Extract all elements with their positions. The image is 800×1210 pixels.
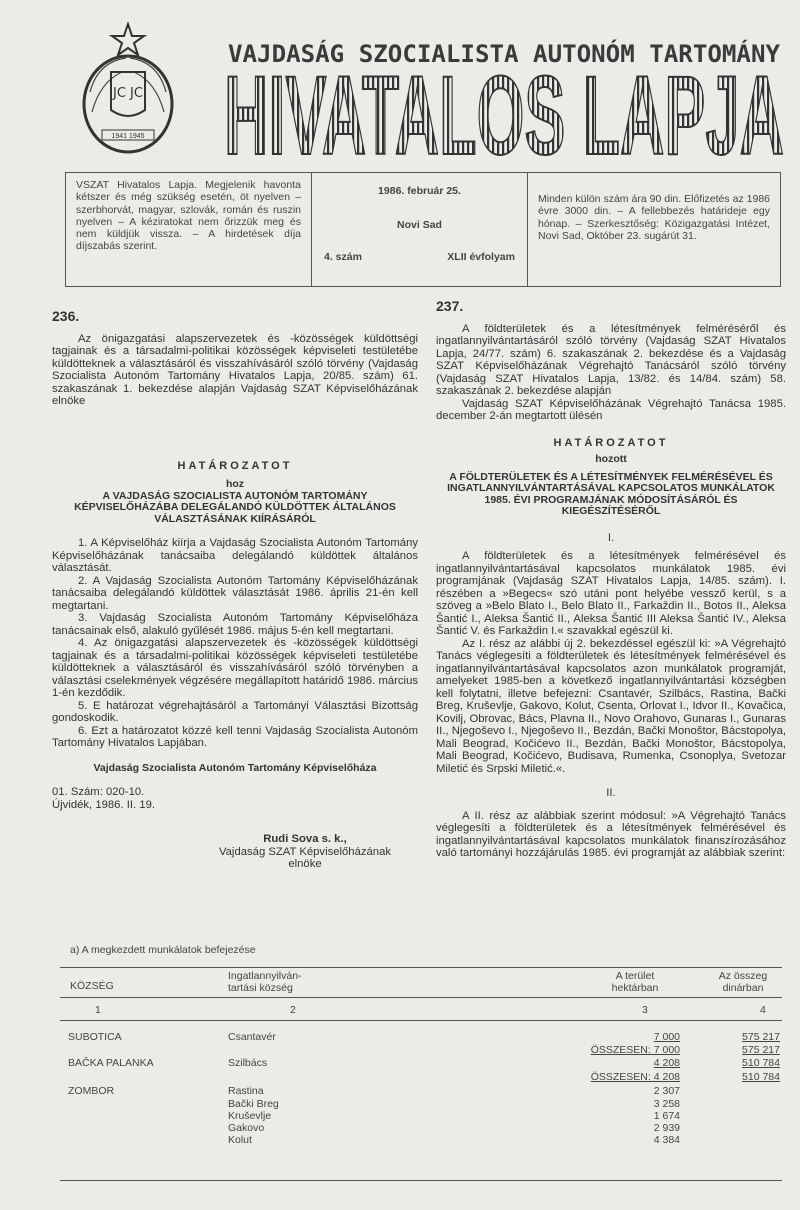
header-kozseg: KÖZSÉG: [70, 980, 114, 992]
cell-amount: [680, 1084, 780, 1098]
cell-amount: 510 784: [742, 1071, 780, 1083]
table-rule: [60, 967, 782, 968]
decision-heading: A VAJDASÁG SZOCIALISTA AUTONÓM TARTOMÁNY KÉPVISELŐHÁZÁBA DELEGÁLANDÓ KÜLDÖTTEK ÁLTALÁNOS VÁLASZTÁSÁNAK KIÍRÁSÁRÓL: [74, 489, 396, 525]
masthead-subtitle: VAJDASÁG SZOCIALISTA AUTONÓM TARTOMÁNY: [228, 40, 778, 68]
decision-hoz: hoz: [225, 478, 245, 490]
cell-ingatlan: Rastina: [228, 1085, 264, 1097]
publication-info: VSZAT Hivatalos Lapja. Megjelenik havonta kétszer és még szükség esetén, öt nyelven – szerbhorvát, magyar, szlovák, román és ruszin nyelven – A kéziratokat nem őrizzük meg és nem küldjük vissza. – A hirdetések díja díjszabás szerint.: [66, 173, 312, 286]
cell-kozseg: [68, 1134, 228, 1146]
preamble: A földterületek és a létesítmények felméréséről és ingatlannyilvántartásáról szóló törvény (Vajdaság SZAT Hivatalos Lapja, 24/77. szám) 6. szakaszának 2. bekezdése és a Vajdaság SZAT Képviselőházának Végrehajtó Tanácsáról szóló törvény (Vajdaság SZAT Hivatalos Lapja, 13/82. és 14/84. szám) 58. szakaszának 2. bekezdése alapján: [436, 322, 786, 397]
header-ingatlan: Ingatlannyilván-tartási község: [228, 970, 302, 994]
table-caption: a) A megkezdett munkálatok befejezése: [70, 944, 256, 956]
column-number: 3: [642, 1004, 648, 1016]
cell-ingatlan: Kolut: [228, 1134, 252, 1146]
header-amount: Az összeg dinárban: [718, 970, 768, 994]
paragraph: A földterületek és a létesítmények felmérésével és ingatlannyilvántartásával kapcsolatos munkálatok 1985. évi programjának (Vajdaság SZAT Hivatalos Lapja, 14/85. szám). I. részében a »Begecs« szó utáni pont helyébe vessző kerül, s a szöveg a »Belo Blato I., Belo Blato II., Farkaždin II., Botos II., Aleksa Šantić I., Aleksa Šantić II., Aleksa Šantić III Aleksa Šantić IV., Aleksa Šantić V. és Farkaždin I.« szavakkal egészül ki.: [436, 550, 786, 637]
cell-area: 1 674: [653, 1110, 680, 1122]
table-row: [68, 1056, 780, 1070]
cell-ingatlan: [228, 1070, 500, 1084]
table-row: [68, 1098, 780, 1110]
cell-ingatlan: Gakovo: [228, 1122, 265, 1134]
decision-item: 5. E határozat végrehajtásáról a Tartományi Választási Bizottság gondoskodik.: [52, 699, 418, 724]
issue-info: [312, 173, 528, 286]
place-date: Újvidék, 1986. II. 19.: [52, 798, 155, 811]
cell-area: 2 939: [653, 1122, 680, 1134]
cell-kozseg: ZOMBOR: [68, 1085, 115, 1097]
table-row: [68, 1084, 780, 1098]
cell-amount: 575 217: [742, 1044, 780, 1056]
cell-ingatlan: Csantavér: [228, 1031, 276, 1043]
column-number: 1: [95, 1004, 101, 1016]
cell-area: ÖSSZESEN: 7 000: [590, 1044, 680, 1056]
cell-amount: [680, 1122, 780, 1134]
svg-text:ЈС ЈС: ЈС ЈС: [113, 86, 143, 101]
decision-heading: A FÖLDTERÜLETEK ÉS A LÉTESÍTMÉNYEK FELMÉRÉSÉVEL ÉS INGATLANNYILVÁNTARTÁSÁVAL KAPCSOLATOS MUNKÁLATOK 1985. ÉVI PROGRAMJÁNAK MÓDOSÍTÁSÁRÓL ÉS KIEGÉSZÍTÉSÉRŐL: [447, 470, 775, 517]
issue-number: 4. szám: [324, 251, 362, 263]
masthead-title-wrap: [222, 68, 788, 160]
cell-amount: [680, 1110, 780, 1122]
data-table: [68, 1030, 780, 1146]
issuer: Vajdaság Szocialista Autonóm Tartomány Képviselőháza: [93, 761, 377, 774]
cell-kozseg: [68, 1044, 228, 1056]
cell-area: 4 208: [653, 1057, 680, 1069]
cell-ingatlan: [228, 1044, 500, 1056]
article-number: 236.: [52, 308, 80, 324]
table-row: [68, 1070, 780, 1084]
decision-item: 4. Az önigazgatási alapszervezetek és -közösségek küldöttségi tagjainak és a társadalmi-politikai közösségek képviseleti testületébe küldötteknek a választásáról és visszahívásáról szóló törvényben a választási cselekmények végzésére megállapított határidő 1986. március 1-én kezdődik.: [52, 637, 418, 699]
table-rule: [60, 1020, 782, 1021]
cell-amount: [680, 1134, 780, 1146]
signer-title: Vajdaság SZAT Képviselőházának: [218, 845, 392, 858]
cell-ingatlan: Kruševlje: [228, 1110, 272, 1122]
cell-area: 7 000: [653, 1031, 680, 1043]
cell-kozseg: SUBOTICA: [68, 1031, 122, 1043]
table-row: [68, 1110, 780, 1122]
paragraph: A II. rész az alábbiak szerint módosul: »A Végrehajtó Tanács véglegesíti a földterületek és a létesítmények felmérésével és ingatlannyilvántartásával kapcsolatos munkálatok finanszírozásához való tartományi hozzájárulás 1985. évi programját az alábbiak szerint:: [436, 809, 786, 859]
article-number: 237.: [436, 298, 464, 314]
cell-amount: 575 217: [742, 1031, 780, 1043]
table-row: [68, 1122, 780, 1134]
cell-amount: [680, 1098, 780, 1110]
cell-area: 2 307: [653, 1085, 680, 1097]
masthead-subtitle-wrap: [228, 36, 784, 68]
issue-date: 1986. február 25.: [378, 185, 461, 197]
table-rule: [60, 997, 782, 998]
cell-area: 4 384: [653, 1134, 680, 1146]
signer-title: elnöke: [288, 858, 322, 870]
svg-text:1941 1945: 1941 1945: [111, 133, 145, 140]
cell-kozseg: [68, 1070, 228, 1084]
section-number: II.: [606, 787, 616, 799]
preamble: Vajdaság SZAT Képviselőházának Végrehajtó Tanácsa 1985. december 2-án megtartott ülésén: [436, 397, 786, 422]
article-236: [52, 310, 418, 871]
cell-kozseg: [68, 1098, 228, 1110]
decision-item: 3. Vajdaság Szocialista Autonóm Tartomány Képviselőháza tanácsainak első, alakuló gyűlését 1986. május 5-én kell megtartani.: [52, 612, 418, 637]
cell-area: ÖSSZESEN: 4 208: [590, 1071, 680, 1083]
cell-kozseg: [68, 1122, 228, 1134]
reference-number: 01. Szám: 020-10.: [52, 786, 145, 798]
subscription-info: Minden külön szám ára 90 din. Előfizetés az 1986 évre 3000 din. – A fellebbezés határideje egy hónap. – Szerkesztőség: Közigazgatási Intézet, Novi Sad, Október 23. sugárút 31.: [538, 193, 770, 242]
paragraph: Az I. rész az alábbi új 2. bekezdéssel egészül ki: »A Végrehajtó Tanács véglegesíti a földterületek és létesítmények felmérésével és ingatlannyilvántartásával kapcsolatos azon munkálatok programját, amelyeket 1985-ben a következő ingatlannyilvántartási községben kell folytatni, illetve befejezni: Csantavér, Szilbács, Rastina, Bački Breg, Kruševlje, Gakovo, Kolut, Csenta, Orlovat I., Idvor II., Kovačica, Kovilj, Obrovac, Bács, Plavna II., Novo Orahovo, Gunaras I., Gunaras II., Njegoševo I., Njegoševo II., Bezdán, Bački Monoštor, Bácstopolya, Mali Beograd, Kočićevo II., Bezdán, Bački Monoštor, Bácstopolya, Mali Beograd, Kočićevo, Budisava, Rumenka, Csonoplya, Svetozar Miletić és Srpski Miletić.«.: [436, 637, 786, 775]
article-237: [436, 300, 786, 860]
decision-item: 2. A Vajdaság Szocialista Autonóm Tartomány Képviselőházának tanácsaiba delegálandó küldöttek választását 1986. április 21-én kell megtartani.: [52, 574, 418, 612]
cell-amount: 510 784: [742, 1057, 780, 1069]
decision-item: 1. A Képviselőház kiírja a Vajdaság Szocialista Autonóm Tartomány Képviselőházának tanácsaiba delegálandó küldöttek általános választását.: [52, 537, 418, 574]
signer-name: Rudi Sova s. k.,: [263, 833, 347, 845]
section-number: I.: [607, 531, 615, 544]
table-row: [68, 1030, 780, 1044]
column-number: 4: [760, 1004, 766, 1016]
volume: XLII évfolyam: [447, 251, 515, 263]
issue-city: Novi Sad: [397, 219, 442, 231]
coat-of-arms-emblem: [78, 22, 178, 157]
cell-area: 3 258: [653, 1098, 680, 1110]
decision-hozott: hozott: [595, 453, 627, 465]
decision-title: HATÁROZATOT: [553, 436, 669, 449]
decision-item: 6. Ezt a határozatot közzé kell tenni Vajdaság Szocialista Autonóm Tartomány Hivatalos Lapjában.: [52, 724, 418, 749]
cell-ingatlan: Szilbács: [228, 1057, 268, 1069]
cell-kozseg: BAČKA PALANKA: [68, 1057, 154, 1069]
decision-title: HATÁROZATOT: [177, 459, 293, 472]
preamble: Az önigazgatási alapszervezetek és -közösségek küldöttségi tagjainak és a társadalmi-politikai közösségek képviseleti testületébe küldötteknek a választásáról és visszahívásáról szóló törvény (Vajdaság Szocialista Autonóm Tartomány Hivatalos Lapja, 20/85. szám) 61. szakaszának 1. bekezdése alapján Vajdaság SZAT Képviselőházának elnöke: [52, 332, 418, 407]
masthead-title: HIVATALOS LAPJA: [224, 68, 784, 160]
column-number: 2: [290, 1004, 296, 1016]
table-row: [68, 1134, 780, 1146]
cell-kozseg: [68, 1110, 228, 1122]
header-area: A terület hektárban: [611, 970, 659, 994]
info-box: [65, 172, 781, 287]
cell-ingatlan: Bački Breg: [228, 1098, 279, 1110]
table-rule: [60, 1180, 782, 1181]
table-row: [68, 1044, 780, 1056]
